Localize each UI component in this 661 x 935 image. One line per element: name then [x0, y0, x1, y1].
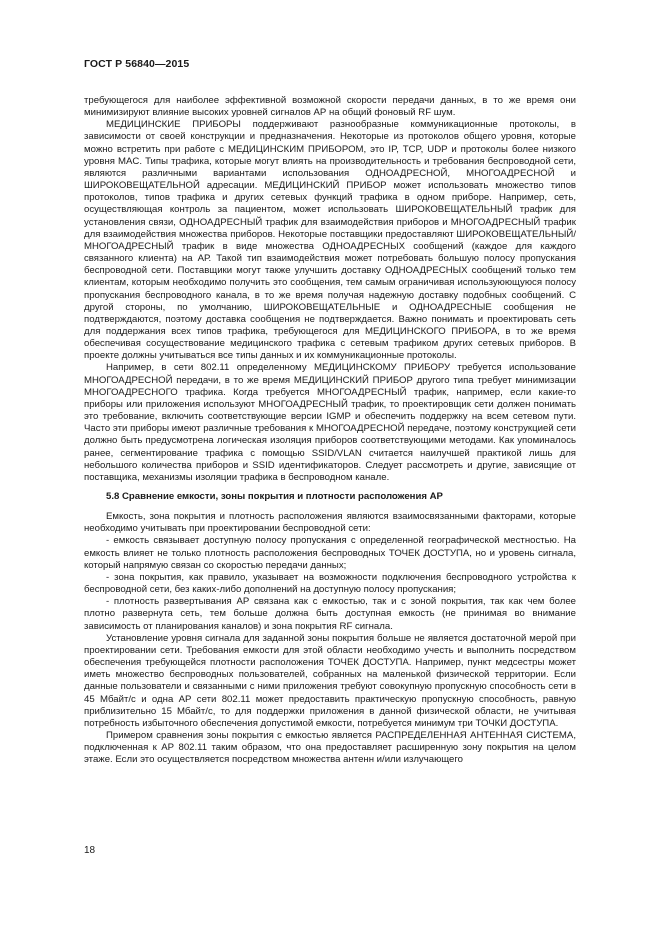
- paragraph-multicast-example: Например, в сети 802.11 определенному МЕДИЦИНСКОМУ ПРИБОРУ требуется использование МНОГОАДРЕСНОЙ передачи, в то же время МЕДИЦИНСКИЙ ПРИБОР другого типа требует минимизации МНОГОАДРЕСНОГО трафика. Когда требуется МНОГОАДРЕСНЫЙ трафик, например, если какие-то приборы или приложения используют МНОГОАДРЕСНЫЙ трафик, то проектировщик сети должен понимать это требование, включить соответствующие версии IGMP и обеспечить поддержку на всем сетевом пути. Часто эти приборы имеют различные требования к МНОГОАДРЕСНОЙ передаче, поэтому конструкцией сети должно быть предусмотрена логическая изоляция приборов соответствующими методами. Как упоминалось ранее, сегментирование трафика с помощью SSID/VLAN считается наилучшей практикой лишь для небольшого количества приборов и SSID идентификаторов. Следует рассмотреть и другие, зависящие от поставщика, механизмы изоляции трафика в беспроводном канале.: [84, 362, 576, 483]
- document-body: [84, 95, 576, 766]
- paragraph-protocols: МЕДИЦИНСКИЕ ПРИБОРЫ поддерживают разнообразные коммуникационные протоколы, в зависимости от своей конструкции и предназначения. Некоторые из протоколов общего уровня, которые можно встретить при работе с МЕДИЦИНСКИМ ПРИБОРОМ, это IP, TCP, UDP и протоколы более низкого уровня MAC. Типы трафика, которые могут влиять на производительность и требования беспроводной сети, являются различными вариантами использования ОДНОАДРЕСНОЙ, МНОГОАДРЕСНОЙ и ШИРОКОВЕЩАТЕЛЬНОЙ адресации. МЕДИЦИНСКИЙ ПРИБОР может использовать множество типов протоколов, типов трафика и других сетевых функций трафика в одном приборе. Например, сеть, осуществляющая контроль за пациентом, может использовать ШИРОКОВЕЩАТЕЛЬНЫЙ трафик для установления связи, ОДНОАДРЕСНЫЙ трафик для взаимодействия приборов и МНОГОАДРЕСНЫЙ трафик для взаимодействия множества приборов. Некоторые поставщики предоставляют ШИРОКОВЕЩАТЕЛЬНЫЙ/МНОГОАДРЕСНЫЙ трафик в виде множества ОДНОАДРЕСНЫХ сообщений (каждое для каждого связанного клиента) на АР. Такой тип взаимодействия может потребовать большую полосу пропускания беспроводной сети. Поставщики могут также улучшить доставку ОДНОАДРЕСНЫХ сообщений только тем клиентам, которым необходимо получить это сообщения, тем самым ограничивая используюющуюся полосу пропускания беспроводного канала, в то же время получая надежную доставку подобных сообщений. С другой стороны, по умолчанию, ШИРОКОВЕЩАТЕЛЬНЫЕ и ОДНОАДРЕСНЫЕ сообщения не подтверждаются, поэтому доставка сообщения не подтверждается. Важно понимать и проектировать сеть для поддержания всех типов трафика, требующегося для МЕДИЦИНСКОГО ПРИБОРА, в то же время обеспечивая сосуществование медицинского трафика с сетевым трафиком других сетевых приборов. В проекте должны учитываться все типы данных и их коммуникационные протоколы.: [84, 119, 576, 362]
- section-heading: 5.8 Сравнение емкости, зоны покрытия и плотности расположения АР: [106, 491, 443, 502]
- list-item-capacity: - емкость связывает доступную полосу пропускания с определенной географической местностью. На емкость влияет не только плотность расположения беспроводных ТОЧЕК ДОСТУПА, но и уровень сигнала, который напрямую связан со скоростью передачи данных;: [84, 535, 576, 571]
- page-number: 18: [84, 845, 96, 856]
- list-item-density: - плотность развертывания АР связана как с емкостью, так и с зоной покрытия, так как чем более плотно развернута сеть, тем больше должна быть доступная емкость (не принимая во внимание зависимость от планирования каналов) и зона покрытия RF сигнала.: [84, 596, 576, 632]
- list-item-coverage: - зона покрытия, как правило, указывает на возможности подключения беспроводного устройства к беспроводной сети, без каких-либо дополнений на доступную полосу пропускания;: [84, 571, 576, 596]
- paragraph-continuation: требующегося для наиболее эффективной возможной скорости передачи данных, в то же время они минимизируют влияние высоких уровней сигналов АР на общий фоновый RF шум.: [84, 95, 576, 119]
- paragraph-intro: Емкость, зона покрытия и плотность расположения являются взаимосвязанными факторами, которые необходимо учитывать при проектировании беспроводной сети:: [84, 511, 576, 535]
- paragraph-das-example: Примером сравнения зоны покрытия с емкостью является РАСПРЕДЕЛЕННАЯ АНТЕННАЯ СИСТЕМА, подключенная к АР 802.11 таким образом, что она предоставляет расширенную зону покрытия на целом этаже. Если это осуществляется посредством множества антенн и/или излучающего: [84, 729, 576, 766]
- standard-header: ГОСТ Р 56840—2015: [84, 58, 190, 70]
- paragraph-signal-level: Установление уровня сигнала для заданной зоны покрытия больше не является достаточной мерой при проектировании сети. Требования емкости для этой области необходимо учесть и выполнить посредством обеспечения требующейся плотности расположения ТОЧЕК ДОСТУПА. Например, пункт медсестры может иметь множество беспроводных пользователей, собранных на маленькой физической территории. Если данные пользователи и связанными с ними приложения требуют совокупную пропускную способность сети в 45 Мбайт/с и одна АР сети 802.11 может предоставить практическую пропускную способность, равную приблизительно 15 Мбайт/с, то для поддержки приложения в данной физической области, не учитывая потребность избыточного обеспечения допустимой емкости, потребуется минимум три ТОЧКИ ДОСТУПА.: [84, 632, 576, 729]
